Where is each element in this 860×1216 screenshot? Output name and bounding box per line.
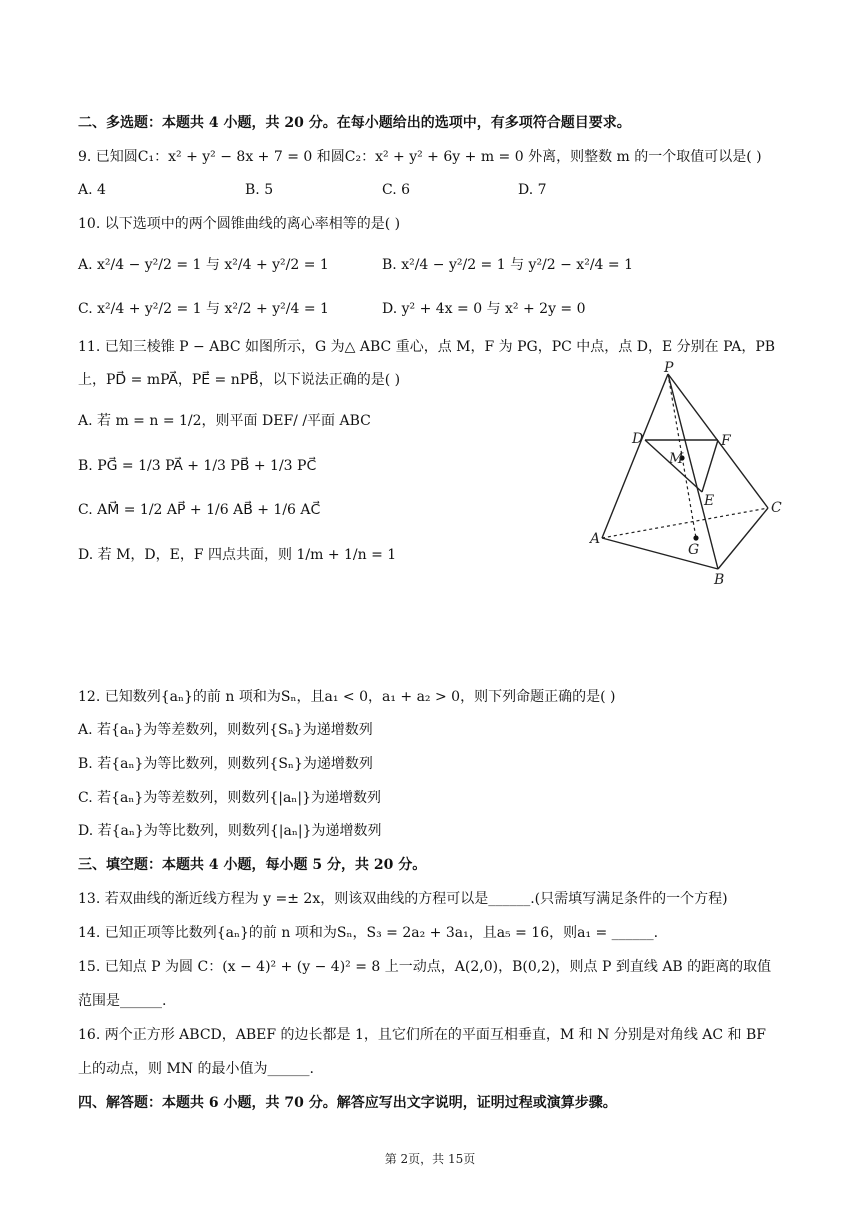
edge-ac-hidden: [602, 508, 768, 538]
q12-option-b: B. 若{aₙ}为等比数列，则数列{Sₙ}为递增数列: [78, 756, 373, 772]
q10-stem: 10. 以下选项中的两个圆锥曲线的离心率相等的是( ): [78, 216, 401, 232]
q13-text: 13. 若双曲线的渐近线方程为 y =± 2x，则该双曲线的方程可以是______.(只需填写满足条件的一个方程): [78, 891, 728, 907]
q10-option-b: B. x²/4 − y²/2 = 1 与 y²/2 − x²/4 = 1: [382, 257, 633, 273]
edge-bc: [718, 508, 768, 569]
point-g: [693, 535, 698, 540]
segment-fe: [702, 440, 718, 492]
q9-option-c: C. 6: [382, 182, 411, 198]
label-m: M: [669, 451, 684, 467]
q12-stem: 12. 已知数列{aₙ}的前 n 项和为Sₙ，且a₁ < 0，a₁ + a₂ > 0，则下列命题正确的是( ): [78, 689, 616, 705]
label-b: B: [714, 572, 725, 588]
q9-option-a: A. 4: [78, 182, 106, 198]
q16-line2: 上的动点，则 MN 的最小值为______.: [78, 1061, 314, 1077]
section-multi-choice-heading: 二、多选题：本题共 4 小题，共 20 分。在每小题给出的选项中，有多项符合题目要求。: [78, 115, 631, 131]
q10-option-d: D. y² + 4x = 0 与 x² + 2y = 0: [382, 301, 586, 317]
q11-option-c: C. AM⃗ = 1/2 AP⃗ + 1/6 AB⃗ + 1/6 AC⃗: [78, 502, 321, 518]
q15-line1: 15. 已知点 P 为圆 C：(x − 4)² + (y − 4)² = 8 上一动点，A(2,0)，B(0,2)，则点 P 到直线 AB 的距离的取值: [78, 959, 772, 975]
q9-stem: 9. 已知圆C₁：x² + y² − 8x + 7 = 0 和圆C₂：x² + y² + 6y + m = 0 外离，则整数 m 的一个取值可以是( ): [78, 149, 762, 165]
edge-ab: [602, 538, 718, 569]
section-fill-blank-heading: 三、填空题：本题共 4 小题，每小题 5 分，共 20 分。: [78, 857, 427, 873]
page-footer: 第 2页，共 15页: [384, 1152, 476, 1166]
tetrahedron-figure: [580, 360, 790, 590]
q16-line1: 16. 两个正方形 ABCD，ABEF 的边长都是 1，且它们所在的平面互相垂直，M 和 N 分别是对角线 AC 和 BF: [78, 1027, 767, 1043]
q9-option-d: D. 7: [518, 182, 547, 198]
q12-option-d: D. 若{aₙ}为等比数列，则数列{|aₙ|}为递增数列: [78, 823, 382, 839]
q11-option-a: A. 若 m = n = 1/2，则平面 DEF/ /平面 ABC: [78, 413, 371, 429]
label-a: A: [590, 531, 601, 547]
edge-pb: [668, 374, 718, 569]
label-e: E: [704, 493, 715, 509]
label-p: P: [664, 360, 674, 376]
q11-option-b: B. PG⃗ = 1/3 PA⃗ + 1/3 PB⃗ + 1/3 PC⃗: [78, 458, 317, 474]
q12-option-c: C. 若{aₙ}为等差数列，则数列{|aₙ|}为递增数列: [78, 790, 381, 806]
q11-stem-line1: 11. 已知三棱锥 P − ABC 如图所示，G 为△ ABC 重心，点 M，F 为 PG，PC 中点，点 D，E 分别在 PA，PB: [78, 339, 776, 355]
label-f: F: [721, 433, 731, 449]
q10-option-a: A. x²/4 − y²/2 = 1 与 x²/4 + y²/2 = 1: [78, 257, 329, 273]
q10-option-c: C. x²/4 + y²/2 = 1 与 x²/2 + y²/4 = 1: [78, 301, 329, 317]
q11-option-d: D. 若 M，D，E，F 四点共面，则 1/m + 1/n = 1: [78, 547, 397, 563]
q12-option-a: A. 若{aₙ}为等差数列，则数列{Sₙ}为递增数列: [78, 722, 373, 738]
q14-text: 14. 已知正项等比数列{aₙ}的前 n 项和为Sₙ，S₃ = 2a₂ + 3a₁，且a₅ = 16，则a₁ = ______.: [78, 925, 659, 941]
q11-stem-line2: 上，PD⃗ = mPA⃗，PE⃗ = nPB⃗，以下说法正确的是( ): [78, 372, 401, 388]
section-solve-heading: 四、解答题：本题共 6 小题，共 70 分。解答应写出文字说明，证明过程或演算步骤。: [78, 1095, 617, 1111]
label-d: D: [632, 431, 644, 447]
label-g: G: [688, 542, 700, 558]
edge-pa: [602, 374, 668, 538]
label-c: C: [771, 500, 782, 516]
q9-option-b: B. 5: [245, 182, 274, 198]
q15-line2: 范围是______.: [78, 993, 167, 1009]
